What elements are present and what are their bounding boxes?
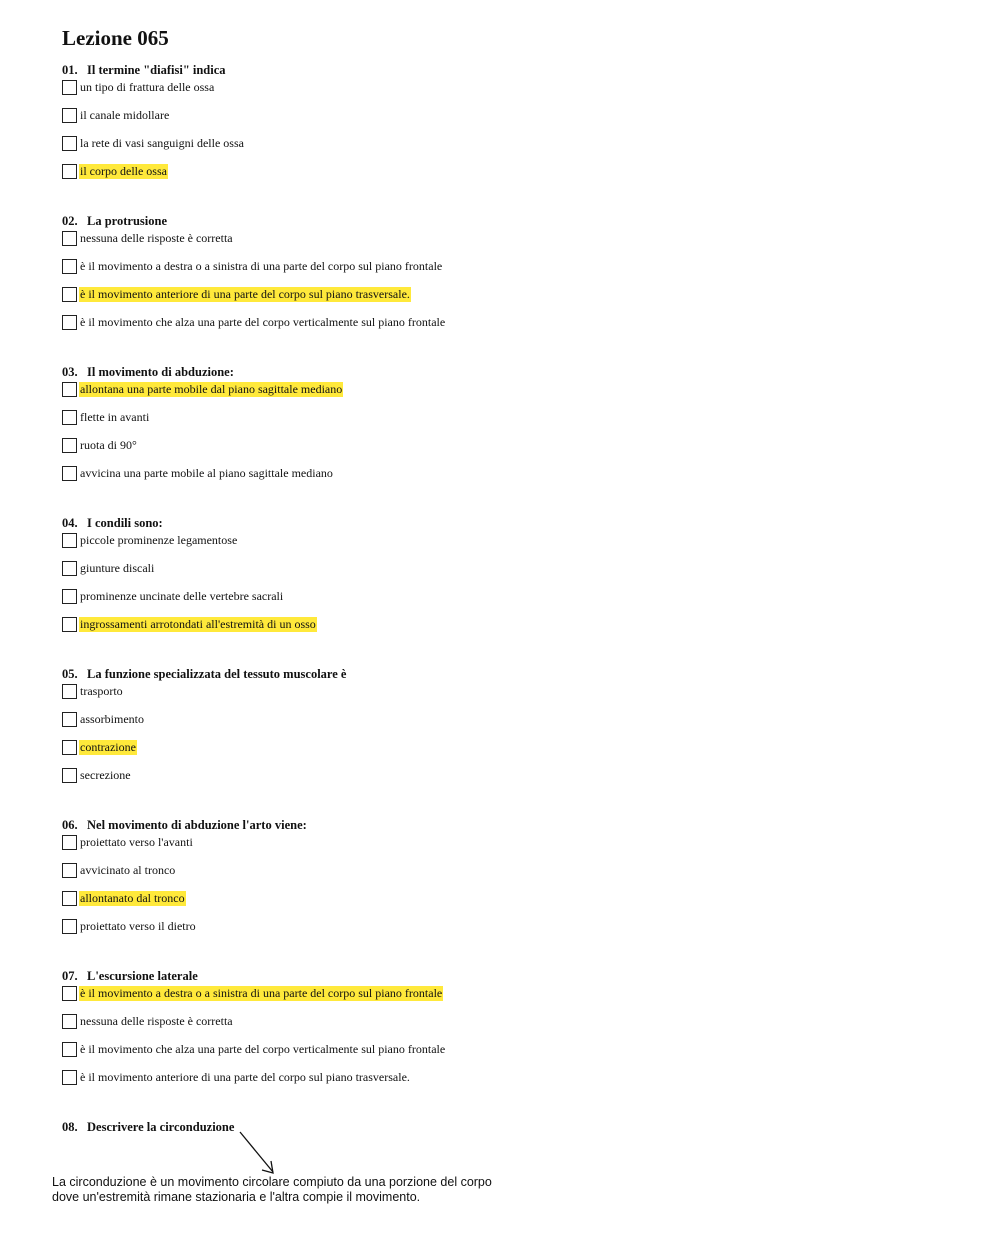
option [62, 768, 662, 796]
option-text: assorbimento [80, 712, 144, 726]
option-text: avvicina una parte mobile al piano sagittale mediano [80, 466, 333, 480]
option-text: prominenze uncinate delle vertebre sacrali [80, 589, 284, 603]
question-heading [62, 1117, 662, 1137]
option-checkbox[interactable] [62, 108, 77, 123]
option-checkbox[interactable] [62, 231, 77, 246]
option [62, 466, 662, 494]
question-number: 05. [62, 667, 78, 681]
question-heading [62, 362, 662, 382]
option-text-highlighted: è il movimento a destra o a sinistra di una parte del corpo sul piano frontale [80, 986, 443, 1000]
question-text: Il movimento di abduzione: [87, 365, 234, 379]
option-text-highlighted: il corpo delle ossa [80, 164, 167, 178]
option [62, 1042, 662, 1070]
option [62, 315, 662, 343]
question-heading [62, 211, 662, 231]
option-checkbox[interactable] [62, 891, 77, 906]
question-text: L'escursione laterale [87, 969, 198, 983]
option-checkbox[interactable] [62, 410, 77, 425]
question-08 [62, 1121, 662, 1137]
question-heading [62, 513, 662, 533]
question-number: 04. [62, 516, 78, 530]
question-text: Descrivere la circonduzione [87, 1120, 235, 1134]
option-checkbox[interactable] [62, 712, 77, 727]
option-checkbox[interactable] [62, 382, 77, 397]
option-text: secrezione [80, 768, 131, 782]
option [62, 712, 662, 740]
option [62, 108, 662, 136]
question-heading [62, 664, 662, 684]
option-correct [62, 617, 662, 645]
option-text: proiettato verso il dietro [80, 919, 196, 933]
option-checkbox[interactable] [62, 768, 77, 783]
option-text: un tipo di frattura delle ossa [80, 80, 215, 94]
question-03 [62, 366, 662, 494]
option [62, 919, 662, 947]
option-correct [62, 986, 662, 1014]
option-text: giunture discali [80, 561, 155, 575]
answer-line: La circonduzione è un movimento circolare compiuto da una porzione del corpo [52, 1175, 492, 1189]
option-text-highlighted: contrazione [80, 740, 136, 754]
option-correct [62, 891, 662, 919]
option [62, 863, 662, 891]
question-number: 07. [62, 969, 78, 983]
option [62, 533, 662, 561]
option-text-highlighted: allontana una parte mobile dal piano sagittale mediano [80, 382, 343, 396]
option-text: è il movimento che alza una parte del corpo verticalmente sul piano frontale [80, 315, 446, 329]
question-number: 03. [62, 365, 78, 379]
option-text-highlighted: è il movimento anteriore di una parte del corpo sul piano trasversale. [80, 287, 410, 301]
option-checkbox[interactable] [62, 438, 77, 453]
option-text-highlighted: allontanato dal tronco [80, 891, 185, 905]
option-text: la rete di vasi sanguigni delle ossa [80, 136, 244, 150]
option-text: è il movimento anteriore di una parte del corpo sul piano trasversale. [80, 1070, 410, 1084]
option [62, 410, 662, 438]
option-checkbox[interactable] [62, 919, 77, 934]
option-checkbox[interactable] [62, 1014, 77, 1029]
question-text: Il termine "diafisi" indica [87, 63, 226, 77]
question-text: Nel movimento di abduzione l'arto viene: [87, 818, 307, 832]
option-correct [62, 287, 662, 315]
option-checkbox[interactable] [62, 835, 77, 850]
question-number: 08. [62, 1120, 78, 1134]
question-text: La funzione specializzata del tessuto muscolare è [87, 667, 347, 681]
question-05 [62, 668, 662, 796]
option [62, 589, 662, 617]
question-text: I condili sono: [87, 516, 163, 530]
option-checkbox[interactable] [62, 863, 77, 878]
option-correct [62, 382, 662, 410]
option-checkbox[interactable] [62, 287, 77, 302]
option-text: proiettato verso l'avanti [80, 835, 193, 849]
question-heading [62, 815, 662, 835]
option-checkbox[interactable] [62, 986, 77, 1001]
option-checkbox[interactable] [62, 1070, 77, 1085]
question-number: 01. [62, 63, 78, 77]
option [62, 1070, 662, 1098]
option-checkbox[interactable] [62, 1042, 77, 1057]
option-text: ruota di 90° [80, 438, 137, 452]
option-correct [62, 164, 662, 192]
option [62, 561, 662, 589]
option-checkbox[interactable] [62, 684, 77, 699]
option-checkbox[interactable] [62, 589, 77, 604]
option-checkbox[interactable] [62, 533, 77, 548]
question-04 [62, 517, 662, 645]
option-checkbox[interactable] [62, 617, 77, 632]
question-number: 06. [62, 818, 78, 832]
option-correct [62, 740, 662, 768]
page-title: Lezione 065 [62, 26, 169, 50]
question-heading [62, 966, 662, 986]
question-01 [62, 64, 662, 192]
option [62, 835, 662, 863]
option [62, 80, 662, 108]
option-text: nessuna delle risposte è corretta [80, 231, 233, 245]
question-heading [62, 60, 662, 80]
option [62, 438, 662, 466]
option [62, 136, 662, 164]
option-text: flette in avanti [80, 410, 150, 424]
option [62, 231, 662, 259]
option-text-highlighted: ingrossamenti arrotondati all'estremità di un osso [80, 617, 316, 631]
option-text: nessuna delle risposte è corretta [80, 1014, 233, 1028]
option-text: è il movimento a destra o a sinistra di una parte del corpo sul piano frontale [80, 259, 443, 273]
answer-text [52, 1175, 612, 1205]
option-checkbox[interactable] [62, 80, 77, 95]
option-checkbox[interactable] [62, 740, 77, 755]
question-07 [62, 970, 662, 1098]
option-text: il canale midollare [80, 108, 170, 122]
question-text: La protrusione [87, 214, 167, 228]
question-02 [62, 215, 662, 343]
option-checkbox[interactable] [62, 315, 77, 330]
option-text: è il movimento che alza una parte del corpo verticalmente sul piano frontale [80, 1042, 446, 1056]
option-text: piccole prominenze legamentose [80, 533, 238, 547]
option-checkbox[interactable] [62, 259, 77, 274]
option [62, 1014, 662, 1042]
option-text: trasporto [80, 684, 123, 698]
option-checkbox[interactable] [62, 136, 77, 151]
option-checkbox[interactable] [62, 561, 77, 576]
option-text: avvicinato al tronco [80, 863, 176, 877]
arrow-icon [236, 1130, 280, 1178]
question-number: 02. [62, 214, 78, 228]
option-checkbox[interactable] [62, 466, 77, 481]
option [62, 684, 662, 712]
question-06 [62, 819, 662, 947]
option [62, 259, 662, 287]
answer-line: dove un'estremità rimane stazionaria e l'altra compie il movimento. [52, 1190, 421, 1204]
option-checkbox[interactable] [62, 164, 77, 179]
